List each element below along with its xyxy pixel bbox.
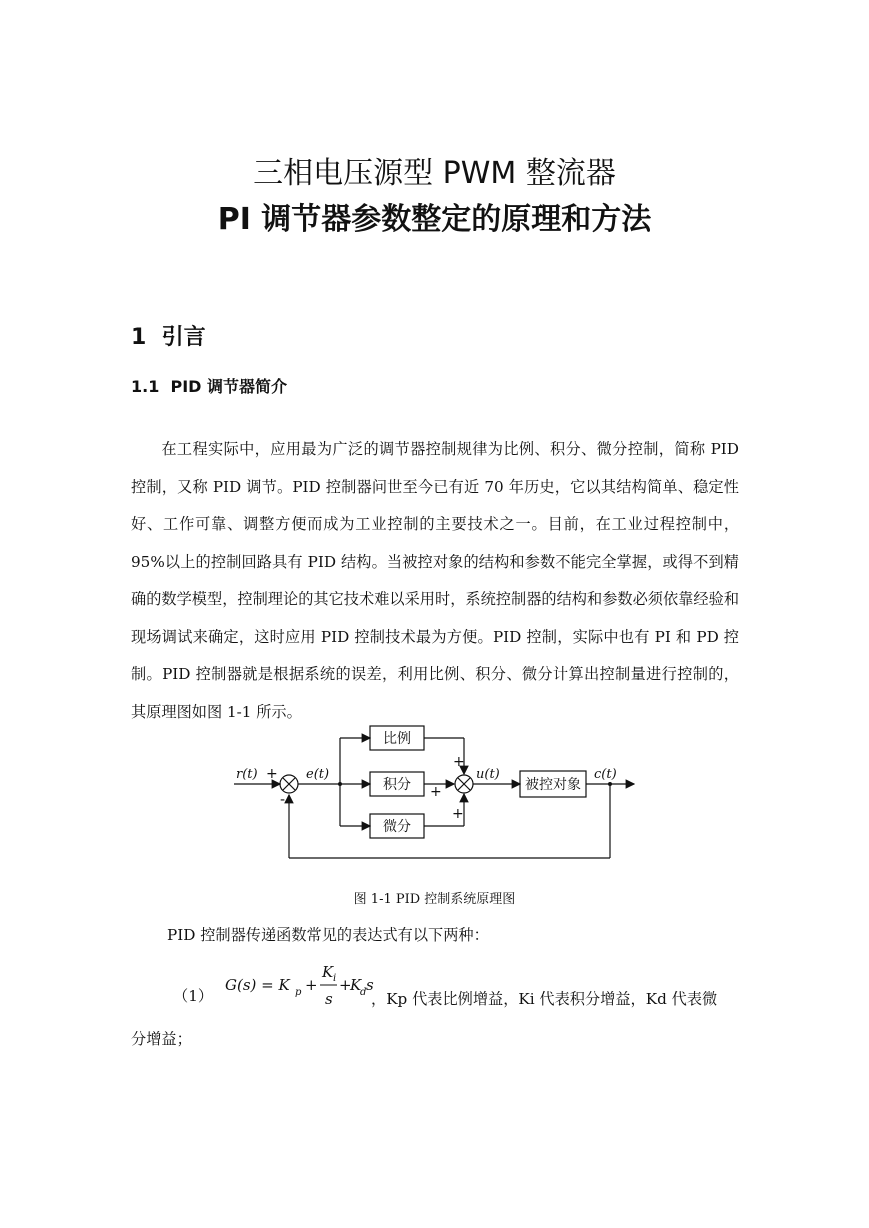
section-heading	[131, 320, 206, 351]
formula-p-sub: p	[295, 987, 302, 998]
section-number: 1	[131, 325, 147, 350]
minus-sign-feedback: -	[280, 792, 286, 808]
pid-transfer-function	[225, 960, 374, 1008]
proportional-label: 比例	[383, 731, 411, 747]
document-title-line2: PI 调节器参数整定的原理和方法	[217, 202, 652, 237]
subsection-number: 1.1	[131, 377, 160, 396]
plus-sign-d: +	[452, 806, 464, 822]
plus-sign-p: +	[453, 754, 465, 770]
formula-s-tail: s	[366, 976, 374, 994]
signal-r: r(t)	[236, 767, 258, 782]
formula-plus-1: +	[305, 976, 318, 994]
formula-plus-2: +	[339, 976, 352, 994]
figure-caption: 图 1-1 PID 控制系统原理图	[353, 892, 516, 907]
plus-sign-i: +	[430, 784, 442, 800]
formula-index: （1）	[173, 987, 214, 1005]
subsection-title: PID 调节器简介	[170, 377, 288, 396]
section-title: 引言	[161, 325, 206, 350]
integral-label: 积分	[383, 777, 411, 793]
formula-d-sub: d	[360, 987, 367, 998]
formula-description-cont: 分增益；	[131, 1030, 192, 1048]
body-paragraph: 在工程实际中，应用最为广泛的调节器控制规律为比例、积分、微分控制，简称 PID 控制，又称 PID 调节。PID 控制器问世至今已有近 70 年历史，它以其结构简单、稳定性好、工作可靠、调整方便而成为工业控制的主要技术之一。目前，在工业过程控制中，95%以上的控制回路具有 PID 结构。当被控对象的结构和参数不能完全掌握，或得不到精确的数学模型，控制理论的其它技术难以采用时，系统控制器的结构和参数必须依靠经验和现场调试来确定，这时应用 PID 控制技术最为方便。PID 控制，实际中也有 PI 和 PD 控制。PID 控制器就是根据系统的误差，利用比例、积分、微分计算出控制量进行控制的，其原理图如图 1-1 所示。	[131, 440, 739, 721]
formula-ki: K	[322, 963, 334, 981]
plant-label: 被控对象	[525, 777, 581, 793]
derivative-label: 微分	[383, 819, 411, 835]
formula-i-sub: i	[333, 973, 337, 984]
document-title-line1: 三相电压源型 PWM 整流器	[253, 156, 616, 191]
formula-lhs: G(s) = K	[225, 976, 290, 994]
plus-sign-input: +	[266, 766, 278, 782]
signal-e: e(t)	[306, 767, 330, 782]
formula-s-denominator: s	[325, 990, 333, 1008]
signal-u: u(t)	[476, 767, 500, 782]
pid-block-diagram	[230, 718, 640, 868]
formula-description: ，Kp 代表比例增益，Ki 代表积分增益，Kd 代表微	[371, 990, 718, 1008]
formula-kd: K	[350, 976, 362, 994]
subsection-heading	[131, 374, 287, 397]
signal-c: c(t)	[594, 767, 617, 782]
intro-line: PID 控制器传递函数常见的表达式有以下两种：	[167, 926, 489, 944]
